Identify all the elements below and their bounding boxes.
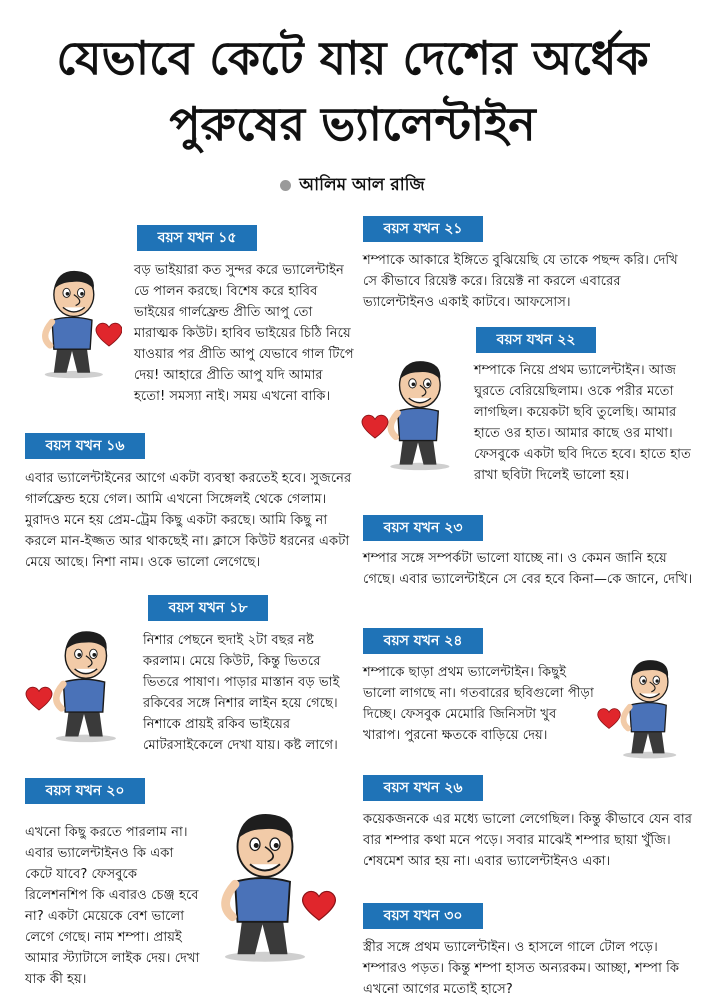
cartoon-man-with-heart-icon [22,262,122,380]
age-16-text: এবার ভ্যালেন্টাইনের আগে একটা ব্যবস্থা করতেই হবে। সুজনের গার্লফ্রেন্ড হয়ে গেল। আমি এখনো সিঙ্গেলই থেকে গেলাম। মুরাদও মনে হয় প্রেম-ট্রেম কিছু একটা করছে। আমি কিছু না করলে মান-ইজ্জত আর থাকছেই না। ক্লাসে কিউট ধরনের একটা মেয়ে আছে। নিশা নাম। ওকে ভালো লেগেছে। [25,471,352,570]
age-16-badge: বয়স যখন ১৬ [25,433,145,459]
cartoon-man-with-heart-icon [596,652,692,760]
headline-line-2: পুরুষের ভ্যালেন্টাইন [169,97,536,151]
age-23-badge: বয়স যখন ২৩ [363,515,483,541]
age-24-text: শম্পাকে ছাড়া প্রথম ভ্যালেন্টাইন। কিছুই ভালো লাগছে না। গতবারের ছবিগুলো পীড়া দিচ্ছে। ফেসবুক মেমোরি জিনিসটা খুব খারাপ। পুরনো ক্ষতকে বাড়িয়ে দেয়। [363,665,594,743]
age-26-badge: বয়স যখন ২৬ [363,775,483,801]
age-18-badge: বয়স যখন ১৮ [148,595,268,621]
age-24-badge: বয়স যখন ২৪ [363,628,483,654]
age-26-text: কয়েকজনকে এর মধ্যে ভালো লেগেছিল। কিন্তু কীভাবে যেন বার বার শম্পার কথা মনে পড়ে। সবার মাঝেই শম্পার ছায়া খুঁজি। শেষমেশ আর হয় না। এবার ভ্যালেন্টাইনও একা। [363,812,693,869]
cartoon-man-with-heart-icon [24,622,134,744]
age-20-text: এখনো কিছু করতে পারলাম না। এবার ভ্যালেন্টাইনও কি একা কেটে যাবে? ফেসবুকে রিলেশনশিপ কি এবারও চেঞ্জ হবে না? একটা মেয়েকে বেশ ভালো লেগে গেছে। নাম শম্পা। প্রায়ই আমার স্ট্যাটাসে লাইক দেয়। দেখা যাক কী হয়। [25,825,200,987]
age-20-badge: বয়স যখন ২০ [25,778,145,804]
age-21-badge: বয়স যখন ২১ [363,216,483,242]
author-name: আলিম আল রাজি [299,175,425,195]
age-23-text: শম্পার সঙ্গে সম্পর্কটা ভালো যাচ্ছে না। ও কেমন জানি হয়ে গেছে। এবার ভ্যালেন্টাইনে সে বের হবে কিনা—কে জানে, দেখি। [363,551,693,587]
age-21-text: শম্পাকে আকারে ইঙ্গিতে বুঝিয়েছি যে তাকে পছন্দ করি। দেখি সে কীভাবে রিয়েক্ট করে। রিয়েক্ট না করলে এবারের ভ্যালেন্টাইনও একাই কাটবে। আফসোস। [363,253,678,310]
headline-line-1: যেভাবে কেটে যায় দেশের অর্ধেক [56,31,649,85]
age-15-badge: বয়স যখন ১৫ [137,225,257,251]
cartoon-man-with-heart-icon [200,800,340,966]
age-22-badge: বয়স যখন ২২ [476,327,596,353]
age-22-text: শম্পাকে নিয়ে প্রথম ভ্যালেন্টাইন। আজ ঘুরতে বেরিয়েছিলাম। ওকে পরীর মতো লাগছিল। কয়েকটা ছবি তুলেছি। আমার হাতে ওর হাত। আমার কাছে ওর মাথা। ফেসবুকে একটা ছবি দিতে হবে। হাতে হাত রাখা ছবিটা দিলেই ভালো হয়। [474,363,691,483]
age-15-text: বড় ভাইয়ারা কত সুন্দর করে ভ্যালেন্টাইন ডে পালন করছে। বিশেষ করে হাবিব ভাইয়ের গার্লফ্রেন্ড প্রীতি আপু তো মারাত্মক কিউট। হাবিব ভাইয়ের চিঠি নিয়ে যাওয়ার পর প্রীতি আপু যেভাবে গাল টিপে দেয়! আহারে প্রীতি আপু যদি আমার হতো! সমস্যা নাই। সময় এখনো বাকি। [134,263,354,404]
bullet-dot-icon [280,180,291,191]
age-18-text: নিশার পেছনে হুদাই ২টা বছর নষ্ট করলাম। মেয়ে কিউট, কিন্তু ভিতরে ভিতরে পাষাণ। পাড়ার মাস্তান বড় ভাই রকিবের সঙ্গে নিশার লাইন হয়ে গেছে। নিশাকে প্রায়ই রকিব ভাইয়ের মোটরসাইকেলে দেখা যায়। কষ্ট লাগে। [143,633,340,753]
cartoon-man-with-heart-icon [360,352,468,472]
byline [0,172,705,200]
age-30-badge: বয়স যখন ৩০ [363,903,483,929]
age-30-text: স্ত্রীর সঙ্গে প্রথম ভ্যালেন্টাইন। ও হাসলে গালে টোল পড়ে। শম্পারও পড়ত। কিন্তু শম্পা হাসত অন্যরকম। আচ্ছা, শম্পা কি এখনো আগের মতোই হাসে? [363,940,680,997]
